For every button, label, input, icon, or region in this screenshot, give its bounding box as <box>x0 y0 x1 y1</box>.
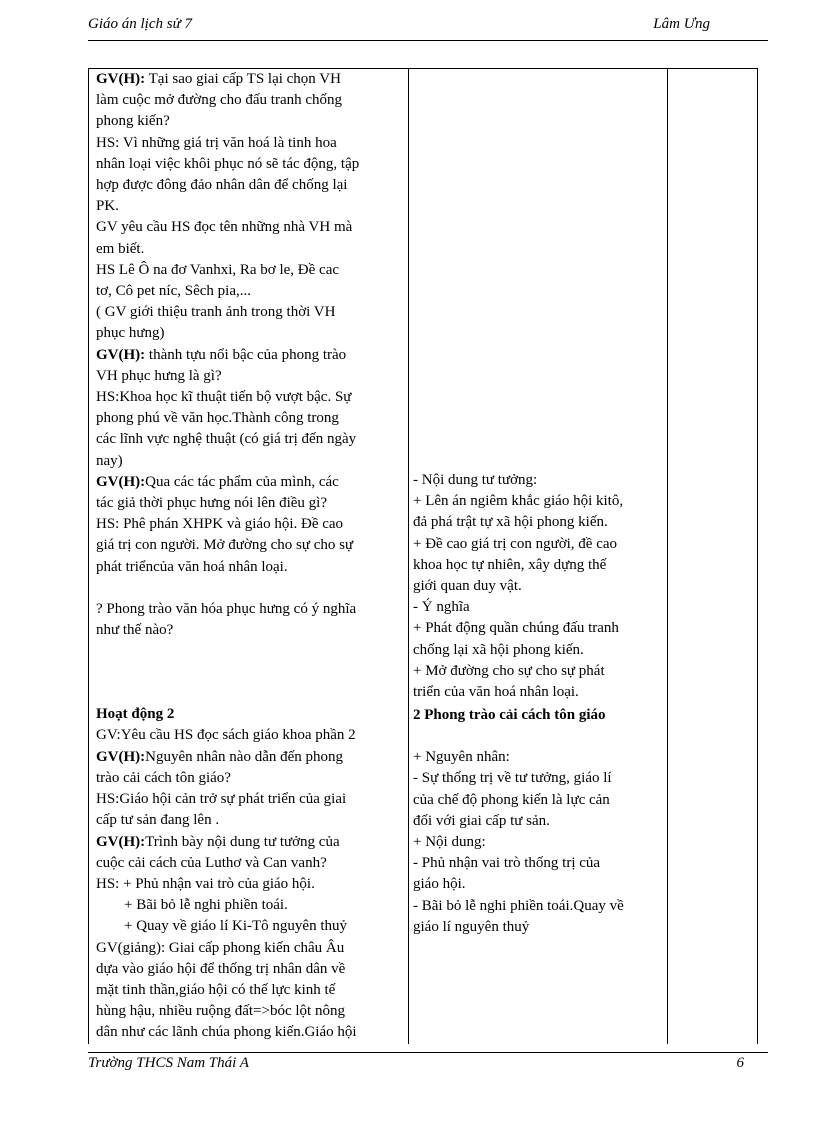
section-heading: 2 Phong trào cải cách tôn giáo <box>413 707 606 723</box>
text-line: khoa học tự nhiên, xây dựng thế <box>413 556 607 573</box>
text-line: GV(giảng): Giai cấp phong kiến châu Âu <box>96 939 345 956</box>
text-line: HS:Khoa học kĩ thuật tiến bộ vượt bậc. Sự <box>96 389 352 406</box>
text-line: + Phát động quần chúng đấu tranh <box>413 620 619 637</box>
page-header <box>88 13 768 39</box>
text-line: nay) <box>96 452 123 469</box>
text-line: tác giả thời phục hưng nói lên điều gì? <box>96 495 328 512</box>
text-line: giá trị con người. Mở đường cho sự cho sự <box>96 537 354 554</box>
text-line: cấp tư sản đang lên . <box>96 812 220 829</box>
header-rule <box>88 40 768 41</box>
text-line: hùng hậu, nhiều ruộng đất=>bóc lột nông <box>96 1003 345 1020</box>
text-line: chống lại xã hội phong kiến. <box>413 641 584 658</box>
header-author: Lâm Ưng <box>653 16 710 32</box>
text-line: + Quay về giáo lí Ki-Tô nguyên thuỷ <box>124 918 348 935</box>
spacer <box>413 726 661 747</box>
text-line: giới quan duy vật. <box>413 578 522 595</box>
text-line: + Mở đường cho sự cho sự phát <box>413 662 605 679</box>
text-line: HS:Giáo hội cản trở sự phát triển của giai <box>96 791 347 808</box>
text-line: + Nội dung: <box>413 834 486 851</box>
text-line: GV(H):Qua các tác phẩm của mình, các <box>96 473 339 490</box>
text-line: phát triểncủa văn hoá nhân loại. <box>96 558 288 575</box>
text-line: - Ý nghĩa <box>413 599 470 616</box>
text-line: + Đề cao giá trị con người, đề cao <box>413 535 618 552</box>
text-line: tơ, Cô pet níc, Sêch pia,... <box>96 283 251 300</box>
header-subject: Giáo án lịch sử 7 <box>88 16 193 32</box>
text-line: như thế nào? <box>96 622 174 639</box>
text-line: - Bãi bỏ lễ nghi phiền toái.Quay về <box>413 897 624 914</box>
text-line: + Bãi bỏ lễ nghi phiền toái. <box>124 897 288 914</box>
spacer <box>96 683 406 704</box>
content-block-reform <box>413 705 661 938</box>
content-block-ideas <box>413 470 661 703</box>
text-line: đả phá trật tự xã hội phong kiến. <box>413 514 608 531</box>
text-line: GV(H):Trình bày nội dung tư tưởng của <box>96 833 340 850</box>
text-line: HS: Phê phán XHPK và giáo hội. Đề cao <box>96 516 344 533</box>
text-line: + Nguyên nhân: <box>413 749 510 766</box>
text-line: nhân loại việc khôi phục nó sẽ tác động, tập <box>96 155 360 172</box>
text-line: giáo hội. <box>413 876 466 893</box>
text-line: GV(H): Tại sao giai cấp TS lại chọn VH <box>96 71 341 87</box>
text-line: GV yêu cầu HS đọc tên những nhà VH mà <box>96 219 353 236</box>
text-line: phong kiến? <box>96 113 170 130</box>
text-line: đối với giai cấp tư sản. <box>413 812 550 829</box>
text-line: - Sự thống trị về tư tưởng, giáo lí <box>413 770 612 787</box>
page-number: 6 <box>736 1055 744 1071</box>
text-line: + Lên án ngiêm khắc giáo hội kitô, <box>413 493 624 510</box>
text-line: làm cuộc mở đường cho đấu tranh chống <box>96 92 343 109</box>
text-line: HS: Vì những giá trị văn hoá là tinh hoa <box>96 134 337 151</box>
notes-column <box>668 69 758 1044</box>
text-line: ? Phong trào văn hóa phục hưng có ý nghĩa <box>96 600 357 617</box>
text-line: GV(H):Nguyên nhân nào dẫn đến phong <box>96 748 344 765</box>
spacer <box>96 641 406 662</box>
spacer <box>96 662 406 683</box>
text-line: các lĩnh vực nghệ thuật (có giá trị đến ngày <box>96 431 357 448</box>
text-line: HS Lê Ô na đơ Vanhxi, Ra bơ le, Đề cac <box>96 261 340 278</box>
text-line: trào cải cách tôn giáo? <box>96 769 231 786</box>
text-line: cuộc cải cách của Luthơ và Can vanh? <box>96 854 327 871</box>
text-line: phong phú về văn học.Thành công trong <box>96 410 339 427</box>
text-line: triển của văn hoá nhân loại. <box>413 684 579 701</box>
text-line: của chế độ phong kiến là lực cản <box>413 791 610 808</box>
text-line: - Phủ nhận vai trò thống trị của <box>413 855 601 872</box>
text-line: ( GV giới thiệu tranh ảnh trong thời VH <box>96 304 336 321</box>
text-line: VH phục hưng là gì? <box>96 367 222 384</box>
text-line: mặt tinh thần,giáo hội có thế lực kinh tế <box>96 981 336 998</box>
text-line: hợp được đông đảo nhân dân để chống lại <box>96 177 348 194</box>
footer-school: Trường THCS Nam Thái A <box>88 1055 249 1071</box>
text-line: HS: + Phủ nhận vai trò của giáo hội. <box>96 875 315 892</box>
text-line: - Nội dung tư tưởng: <box>413 472 538 488</box>
text-line: phục hưng) <box>96 325 165 342</box>
text-line: giáo lí nguyên thuỷ <box>413 918 530 935</box>
page-footer <box>88 1052 768 1076</box>
text-line: em biết. <box>96 240 145 257</box>
text-line: dân như các lãnh chúa phong kiến.Giáo hội <box>96 1024 357 1041</box>
activity-text <box>96 69 406 1044</box>
text-line: dựa vào giáo hội để thống trị nhân dân về <box>96 960 346 977</box>
text-line: GV(H): thành tựu nổi bậc của phong trào <box>96 346 347 363</box>
section-heading: Hoạt động 2 <box>96 706 175 723</box>
text-line: PK. <box>96 198 119 215</box>
spacer <box>96 578 406 599</box>
text-line: GV:Yêu cầu HS đọc sách giáo khoa phần 2 <box>96 727 356 744</box>
